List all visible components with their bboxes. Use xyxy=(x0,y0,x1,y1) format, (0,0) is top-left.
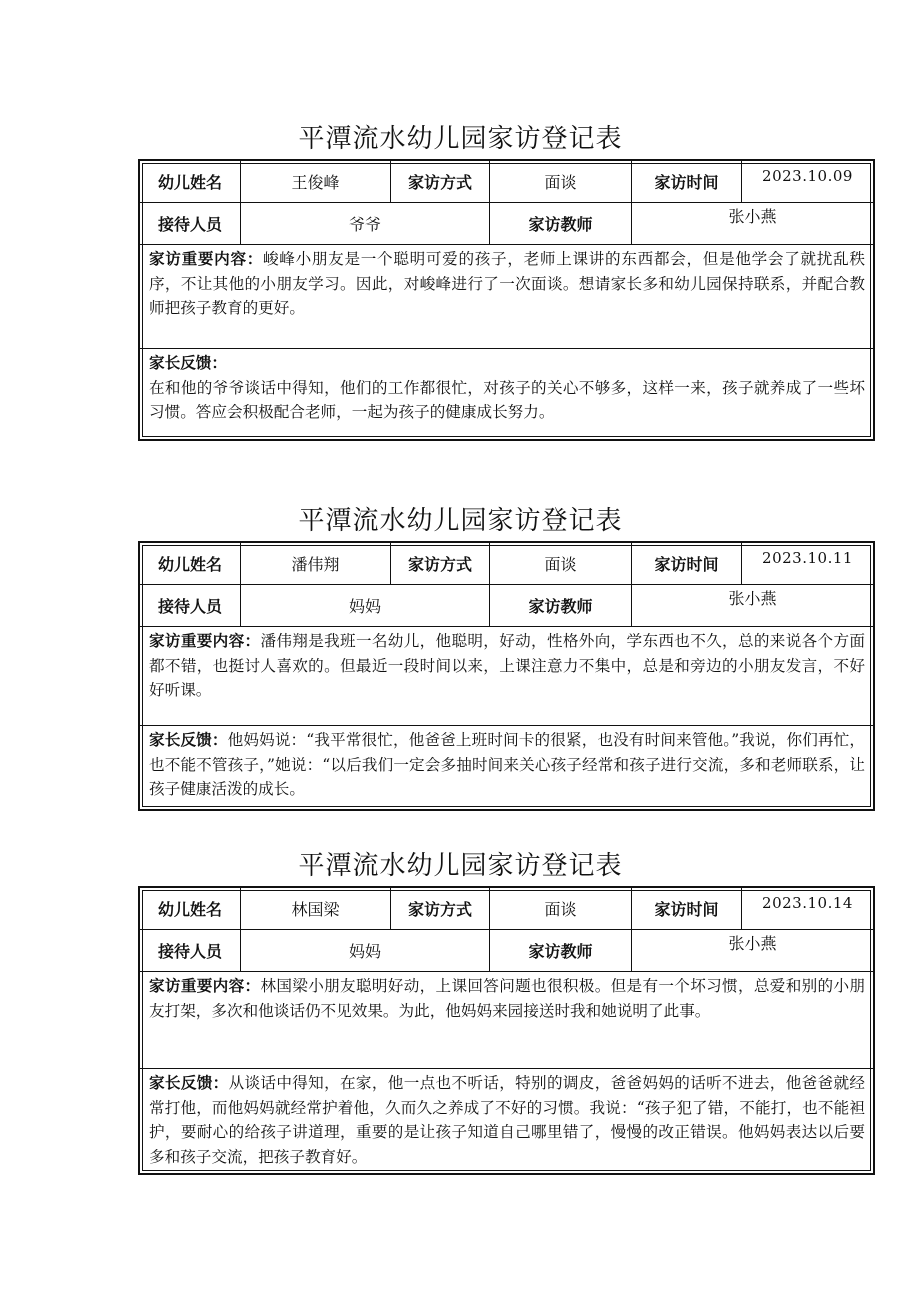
form-table xyxy=(138,886,875,1175)
child-name-value: 潘伟翔 xyxy=(241,543,391,584)
visit-date-value: 2023.10.09 xyxy=(762,167,853,185)
form-title: 平潭流水幼儿园家访登记表 xyxy=(298,506,623,536)
parent-feedback-label: 家长反馈： xyxy=(149,354,227,372)
parent-feedback-label: 家长反馈： xyxy=(149,1074,229,1092)
child-name-value: 林国梁 xyxy=(241,888,391,929)
form-title: 平潭流水幼儿园家访登记表 xyxy=(298,124,623,154)
visit-method-value: 面谈 xyxy=(490,161,632,202)
visit-content-text: 潘伟翔是我班一名幼儿，他聪明，好动，性格外向，学东西也不久，总的来说各个方面都不错，也挺讨人喜欢的。但最近一段时间以来，上课注意力不集中，总是和旁边的小朋友发言，不好好听课。 xyxy=(149,632,865,699)
receiver-value: 爷爷 xyxy=(241,203,490,244)
teacher-label: 家访教师 xyxy=(490,930,632,971)
parent-feedback-text: 他妈妈说：“我平常很忙，他爸爸上班时间卡的很紧，也没有时间来管他。”我说，你们再忙，也不能不管孩子，”她说：“以后我们一定会多抽时间来关心孩子经常和孩子进行交流，多和老师联系，让孩子健康活泼的成长。 xyxy=(149,731,865,798)
visit-content-text: 林国梁小朋友聪明好动，上课回答问题也很积极。但是有一个坏习惯，总爱和别的小朋友打架，多次和他谈话仍不见效果。为此，他妈妈来园接送时我和她说明了此事。 xyxy=(149,977,865,1020)
teacher-value: 张小燕 xyxy=(728,207,777,226)
visit-content-text: 峻峰小朋友是一个聪明可爱的孩子，老师上课讲的东西都会，但是他学会了就扰乱秩序，不让其他的小朋友学习。因此，对峻峰进行了一次面谈。想请家长多和幼儿园保持联系，并配合教师把孩子教育的更好。 xyxy=(149,250,865,317)
form-row-1 xyxy=(140,888,873,930)
form-row-1 xyxy=(140,543,873,585)
form-row-2 xyxy=(140,585,873,627)
visit-method-label: 家访方式 xyxy=(391,543,490,584)
visit-method-value: 面谈 xyxy=(490,543,632,584)
form-row-1 xyxy=(140,161,873,203)
form-row-2 xyxy=(140,203,873,245)
visit-time-label: 家访时间 xyxy=(632,888,742,929)
parent-feedback-section xyxy=(140,726,873,809)
visit-content-label: 家访重要内容： xyxy=(149,977,261,995)
child-name-value: 王俊峰 xyxy=(241,161,391,202)
teacher-value: 张小燕 xyxy=(728,589,777,608)
visit-method-label: 家访方式 xyxy=(391,888,490,929)
parent-feedback-section xyxy=(140,349,873,439)
visit-method-label: 家访方式 xyxy=(391,161,490,202)
visit-time-label: 家访时间 xyxy=(632,543,742,584)
visit-time-label: 家访时间 xyxy=(632,161,742,202)
form-title: 平潭流水幼儿园家访登记表 xyxy=(298,851,623,881)
visit-date-value: 2023.10.14 xyxy=(762,894,853,912)
child-name-label: 幼儿姓名 xyxy=(140,888,241,929)
child-name-label: 幼儿姓名 xyxy=(140,161,241,202)
form-row-2 xyxy=(140,930,873,972)
teacher-label: 家访教师 xyxy=(490,585,632,626)
visit-content-section xyxy=(140,245,873,349)
teacher-value: 张小燕 xyxy=(728,934,777,953)
visit-content-section xyxy=(140,972,873,1069)
parent-feedback-text: 在和他的爷爷谈话中得知，他们的工作都很忙，对孩子的关心不够多，这样一来，孩子就养成了一些坏习惯。答应会积极配合老师，一起为孩子的健康成长努力。 xyxy=(149,378,865,421)
receiver-value: 妈妈 xyxy=(241,585,490,626)
receiver-label: 接待人员 xyxy=(140,203,241,244)
receiver-label: 接待人员 xyxy=(140,585,241,626)
receiver-label: 接待人员 xyxy=(140,930,241,971)
form-table xyxy=(138,159,875,441)
receiver-value: 妈妈 xyxy=(241,930,490,971)
parent-feedback-label: 家长反馈： xyxy=(149,731,228,749)
visit-content-label: 家访重要内容： xyxy=(149,632,261,650)
teacher-label: 家访教师 xyxy=(490,203,632,244)
form-table xyxy=(138,541,875,811)
visit-date-value: 2023.10.11 xyxy=(762,549,853,567)
parent-feedback-section xyxy=(140,1069,873,1173)
visit-method-value: 面谈 xyxy=(490,888,632,929)
visit-content-section xyxy=(140,627,873,726)
parent-feedback-text: 从谈话中得知，在家，他一点也不听话，特别的调皮，爸爸妈妈的话听不进去，他爸爸就经常打他，而他妈妈就经常护着他，久而久之养成了不好的习惯。我说：“孩子犯了错，不能打，也不能袒护，要耐心的给孩子讲道理，重要的是让孩子知道自己哪里错了，慢慢的改正错误。他妈妈表达以后要多和孩子交流，把孩子教育好。 xyxy=(149,1074,865,1166)
visit-content-label: 家访重要内容： xyxy=(149,250,264,268)
child-name-label: 幼儿姓名 xyxy=(140,543,241,584)
